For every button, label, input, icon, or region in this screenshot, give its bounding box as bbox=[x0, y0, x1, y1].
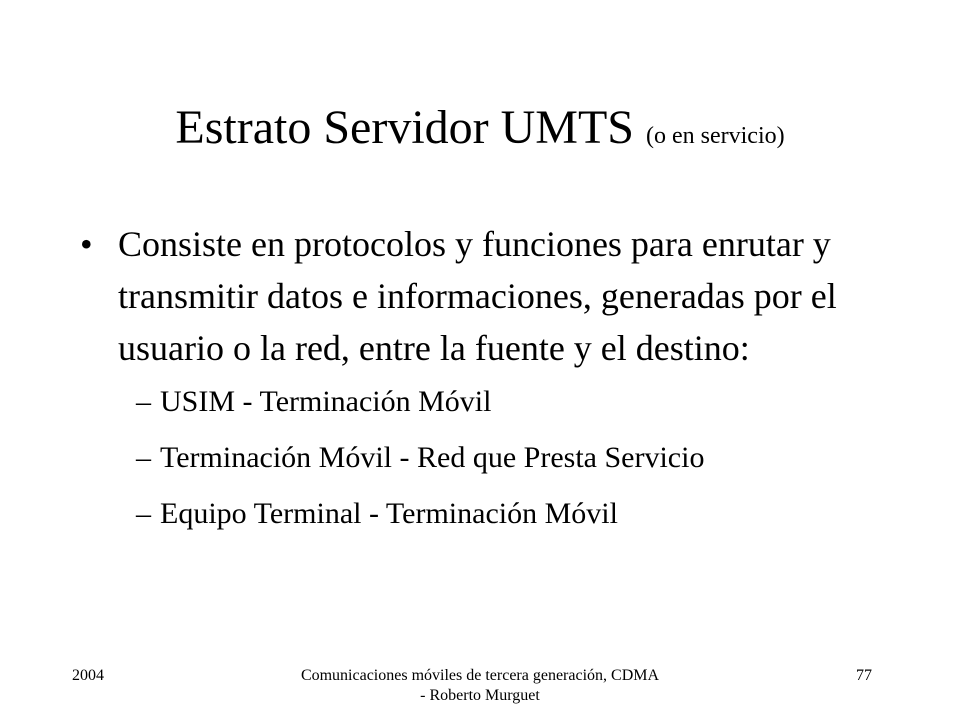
slide-title bbox=[0, 98, 960, 166]
footer-year: 2004 bbox=[72, 667, 104, 684]
slide-title-main: Estrato Servidor UMTS bbox=[175, 101, 634, 154]
dash-marker: – bbox=[136, 497, 151, 530]
footer-course-title: Comunicaciones móviles de tercera generación, CDMA - Roberto Murguet bbox=[300, 667, 660, 704]
sub-bullet-text: Equipo Terminal - Terminación Móvil bbox=[160, 497, 618, 530]
bullet-marker: • bbox=[80, 224, 93, 264]
main-bullet bbox=[78, 218, 878, 374]
sub-bullet-text: Terminación Móvil - Red que Presta Servicio bbox=[160, 441, 705, 474]
slide-title-suffix: (o en servicio) bbox=[646, 123, 785, 149]
sub-bullet-item bbox=[78, 496, 878, 532]
footer-page-number: 77 bbox=[856, 667, 872, 684]
sub-bullet-text: USIM - Terminación Móvil bbox=[160, 385, 492, 418]
slide-body bbox=[78, 218, 878, 552]
sub-bullet-item bbox=[78, 384, 878, 420]
sub-bullet-list bbox=[78, 384, 878, 532]
dash-marker: – bbox=[136, 441, 151, 474]
sub-bullet-item bbox=[78, 440, 878, 476]
dash-marker: – bbox=[136, 385, 151, 418]
main-bullet-text: Consiste en protocolos y funciones para enrutar y transmitir datos e informaciones, generadas por el usuario o la red, entre la fuente y el destino: bbox=[118, 224, 837, 368]
